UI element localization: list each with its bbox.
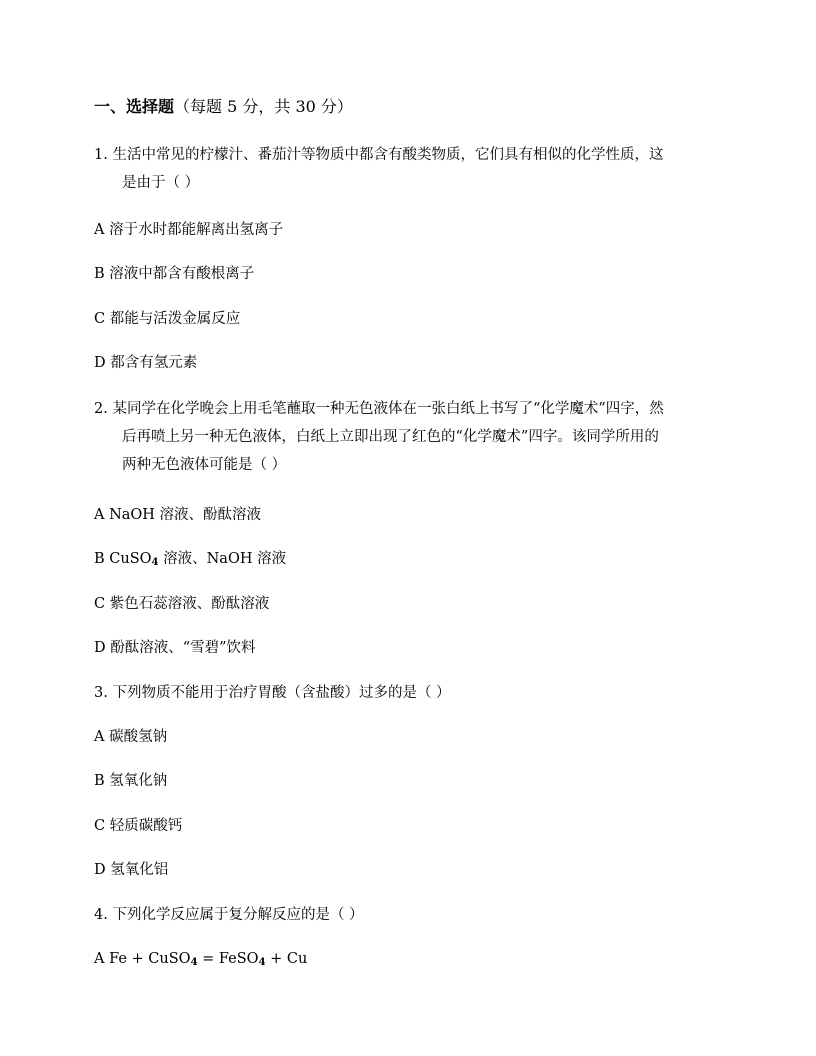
question-3-line-1: 3. 下列物质不能用于治疗胃酸（含盐酸）过多的是（ ）	[94, 685, 451, 701]
question-4-line-1: 4. 下列化学反应属于复分解反应的是（ ）	[94, 907, 364, 923]
question-3-stem	[94, 679, 734, 707]
question-3-option-a: A 碳酸氢钠	[94, 729, 168, 745]
question-1-line-2: 是由于（ ）	[122, 175, 200, 191]
question-2-line-2: 后再喷上另一种无色液体，白纸上立即出现了红色的“化学魔术”四字。该同学所用的	[122, 429, 659, 445]
question-4-stem	[94, 901, 734, 929]
section-heading	[94, 96, 353, 118]
question-4-option-a	[94, 948, 307, 970]
question-2-line-3: 两种无色液体可能是（ ）	[122, 457, 287, 473]
question-2-option-c: C 紫色石蕊溶液、酚酞溶液	[94, 596, 270, 612]
question-2-option-b	[94, 548, 286, 570]
question-1-option-a: A 溶于水时都能解离出氢离子	[94, 222, 284, 238]
equation-part-1: A Fe + CuSO	[94, 951, 191, 967]
question-3-option-c: C 轻质碳酸钙	[94, 818, 183, 834]
question-2-option-d: D 酚酞溶液、“雪碧”饮料	[94, 640, 256, 656]
equation-part-3: + Cu	[265, 951, 308, 967]
question-3-option-b: B 氢氧化钠	[94, 773, 168, 789]
question-1-option-d: D 都含有氢元素	[94, 355, 198, 371]
section-score-note: （每题 5 分，共 30 分）	[174, 97, 353, 116]
question-1-stem	[94, 141, 734, 197]
question-2-line-1: 2. 某同学在化学晚会上用毛笔蘸取一种无色液体在一张白纸上书写了“化学魔术”四字，然	[94, 401, 664, 417]
question-1-line-1: 1. 生活中常见的柠檬汁、番茄汁等物质中都含有酸类物质，它们具有相似的化学性质，这	[94, 147, 664, 163]
question-1-option-c: C 都能与活泼金属反应	[94, 311, 241, 327]
question-1-option-b: B 溶液中都含有酸根离子	[94, 266, 255, 282]
option-b-text-1: B CuSO	[94, 551, 152, 567]
section-title: 一、选择题	[94, 97, 175, 116]
equation-part-2: = FeSO	[197, 951, 259, 967]
question-3-option-d: D 氢氧化铝	[94, 862, 169, 878]
subscript-4: 4	[151, 557, 159, 568]
subscript-4: 4	[190, 957, 198, 968]
subscript-4: 4	[258, 957, 266, 968]
question-2-stem	[94, 395, 734, 479]
question-2-option-a: A NaOH 溶液、酚酞溶液	[94, 507, 262, 523]
option-b-text-2: 溶液、NaOH 溶液	[158, 551, 287, 567]
